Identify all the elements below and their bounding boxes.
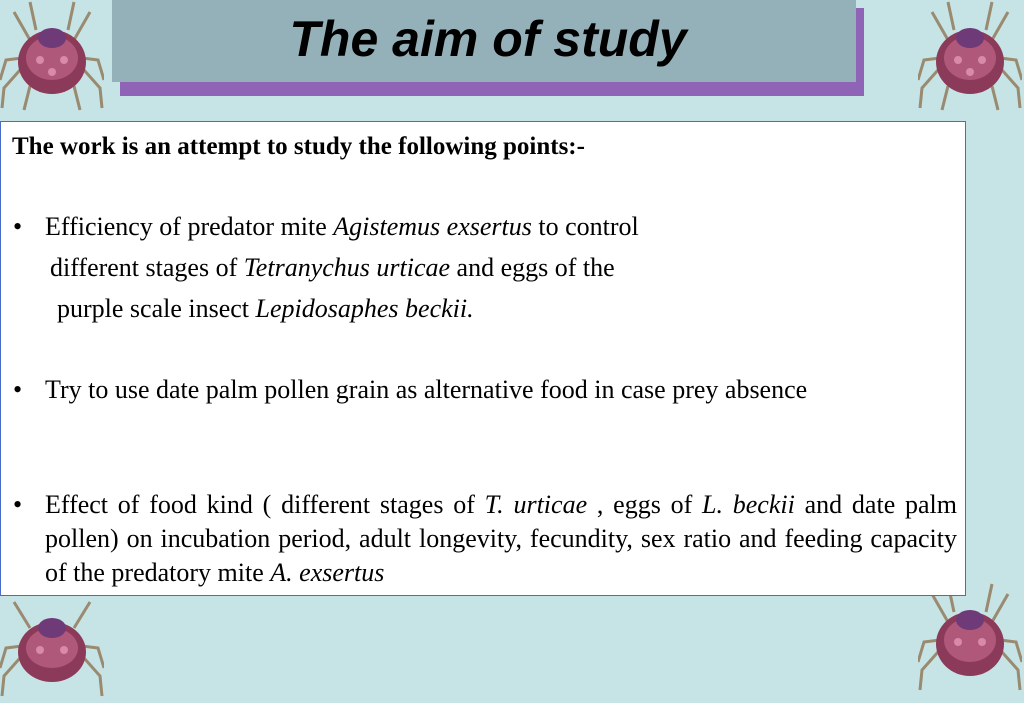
title-banner <box>112 0 856 82</box>
mite-icon-drawing <box>0 0 104 120</box>
bullet-marker: • <box>13 490 23 519</box>
mite-icon <box>918 582 1022 698</box>
species-name: Tetranychus urticae <box>243 253 451 282</box>
mite-icon-drawing <box>918 582 1022 698</box>
mite-icon <box>0 598 104 698</box>
point3-part: Effect of food kind ( different stages of <box>45 490 485 519</box>
mite-icon-drawing <box>918 0 1022 120</box>
point3-part: , eggs of <box>587 490 703 519</box>
species-name: Lepidosaphes beckii. <box>255 294 474 323</box>
point1-line1 <box>45 210 639 244</box>
species-name: A. exsertus <box>270 558 385 587</box>
point1-text: purple scale insect <box>57 294 256 323</box>
content-box <box>0 121 966 596</box>
mite-icon-drawing <box>0 598 104 698</box>
species-name: L. beckii <box>702 490 795 519</box>
mite-icon <box>0 0 104 120</box>
species-name: T. urticae <box>484 490 588 519</box>
point1-text: different stages of <box>50 253 244 282</box>
point1-text: and eggs of the <box>450 253 615 282</box>
point1-text: Efficiency of predator mite <box>45 212 334 241</box>
point3-part: and date palm pollen) on incubation period, adult longevity, fecundity, sex ratio and feeding capacity of the predatory mite <box>45 490 957 587</box>
bullet-marker: • <box>13 212 23 241</box>
point3-text <box>45 488 957 590</box>
bullet-marker: • <box>13 375 23 404</box>
species-name: Agistemus exsertus <box>333 212 532 241</box>
mite-icon <box>918 0 1022 120</box>
point2-text: Try to use date palm pollen grain as alternative food in case prey absence <box>45 375 808 404</box>
point1-line3 <box>57 292 474 326</box>
intro-text: The work is an attempt to study the following points:- <box>12 133 585 160</box>
point1-text: to control <box>531 212 639 241</box>
point1-line2 <box>50 251 615 285</box>
slide-title: The aim of study <box>289 11 687 67</box>
